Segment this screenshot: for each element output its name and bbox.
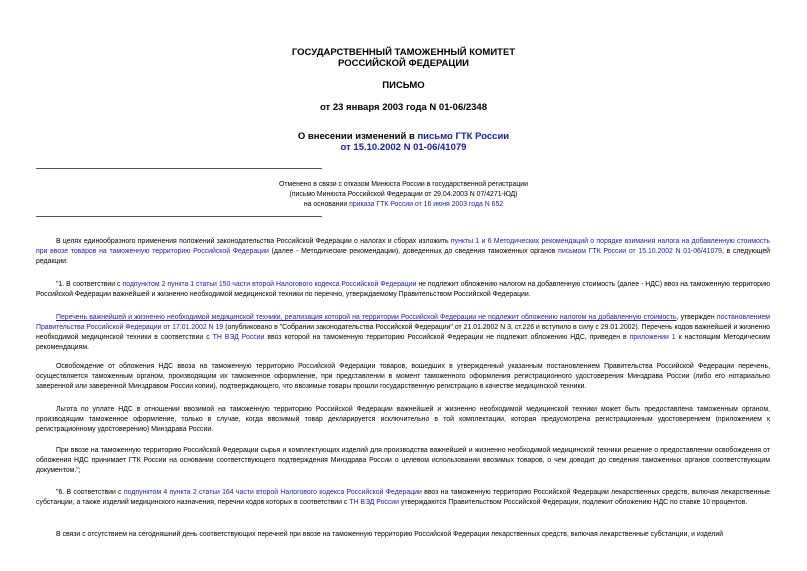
link-government-resolution[interactable]: постановлением Правительства Российской Федерации от 17.01.2002 N 19	[36, 314, 770, 331]
status-note-prefix: на основании	[303, 201, 350, 208]
paragraph-intro	[36, 237, 770, 267]
issuer-name	[0, 47, 807, 69]
text-run: Льгота по уплате НДС в отношении ввозимой на таможенную территорию Российской Федерации важнейшей и жизненно необходимой медицинской техники может быть предоставлена таможенным органом, производящим таможенное оформление, только в случае, когда ввозимый товар декларируется исключительно в той комплектации, которая предусмотрена регистрационным удостоверением (приложением к регистрационному удостоверению) Минздрава России.	[36, 406, 770, 433]
paragraph-benefit	[36, 405, 770, 435]
subject-link-letter[interactable]: письмо ГТК России	[417, 131, 510, 142]
text-run: ввоз которой на таможенную территорию Российской Федерации не подлежит обложению НДС, приведен в	[264, 334, 630, 341]
subject-link-date[interactable]: от 15.10.2002 N 01-06/41079	[340, 142, 467, 153]
text-run: ввоз на таможенную территорию Российской Федерации лекарственных средств, включая лекарственные субстанции, а также изделий медицинского назначения, перечни кодов которых в соответствии с	[36, 489, 770, 506]
paragraph-item-1	[36, 280, 770, 300]
text-run: к настоящим Методическим рекомендациям.	[36, 334, 770, 351]
document-date-number: от 23 января 2003 года N 01-06/2348	[319, 102, 487, 113]
text-run: В связи с отсутствием на сегодняшний день соответствующих перечней при ввозе на таможенную территорию Российской Федерации лекарственных средств, включая лекарственные субстанции, и изделий	[56, 531, 724, 538]
paragraph-item-6	[36, 488, 770, 508]
link-tn-ved-2[interactable]: ТН ВЭД России	[349, 499, 399, 506]
link-gtk-letter[interactable]: письмом ГТК России от 15.10.2002 N 01-06/41079	[558, 248, 722, 255]
text-run: утверждаются Правительством Российской Федерации, подлежит обложению НДС по ставке 10 процентов.	[399, 499, 748, 506]
text-run: Освобождение от обложения НДС ввоза на таможенную территорию Российской Федерации товаров, вошедших в утвержденный указанным постановлением Правительства Российской Федерации перечень, осуществляется таможенным органом, производящим их таможенное оформление, при представлении в момент таможенного оформления регистрационного удостоверения Минздрава России (либо его нотариально заверенной или заверенной Минздравом России копии), подтверждающего, что ввозимые товары прошли государственную регистрацию в качестве медицинской техники.	[36, 363, 770, 390]
text-run: , в следующей редакции:	[36, 248, 771, 265]
divider-bottom	[36, 216, 322, 217]
document-subject	[0, 131, 807, 153]
subject-prefix: О внесении изменений в	[297, 131, 418, 142]
issuer-line-2: РОССИЙСКОЙ ФЕДЕРАЦИИ	[337, 58, 469, 69]
paragraph-absence	[36, 530, 770, 540]
paragraph-raw-materials	[36, 446, 770, 476]
text-run: не подлежит обложению налогом на добавленную стоимость (далее - НДС) ввоз на таможенную территорию Российской Федерации важнейшей и жизненно необходимой медицинской техники по перечню, утверждаемому Правительством Российской Федерации.	[36, 281, 770, 298]
status-note-line-1: Отменено в связи с отказом Минюста России в государственной регистрации	[279, 181, 528, 188]
status-note-line-2: (письмо Минюста Российской Федерации от 29.04.2003 N 07/4271-ЮД)	[289, 191, 518, 198]
paragraph-equipment-list	[36, 313, 770, 353]
link-tax-code-art-164[interactable]: подпунктом 4 пункта 2 статьи 164 части второй Налогового кодекса Российской Федерации	[123, 489, 422, 496]
issuer-line-1: ГОСУДАРСТВЕННЫЙ ТАМОЖЕННЫЙ КОМИТЕТ	[291, 47, 516, 58]
text-run: "1. В соответствии с	[56, 281, 123, 288]
link-methodical-recommendations[interactable]: пункты 1 и 6 Методических рекомендаций о порядке взимания налога на добавленную стоимость при ввозе товаров на таможенную территорию Российской Федерации	[36, 238, 770, 255]
status-note	[0, 180, 807, 210]
link-tax-code-art-150[interactable]: подпунктом 2 пункта 1 статьи 150 части второй Налогового кодекса Российской Федерации	[122, 281, 417, 288]
text-run: "6. В соответствии с	[56, 489, 124, 496]
text-run: , утвержден	[676, 314, 717, 321]
divider-top	[36, 168, 322, 169]
document-type: ПИСЬМО	[382, 80, 425, 91]
link-equipment-list[interactable]: Перечень важнейшей и жизненно необходимой медицинской техники, реализация которой на территории Российской Федерации не подлежит обложению налогом на добавленную стоимость	[56, 314, 677, 321]
paragraph-exemption	[36, 362, 770, 392]
link-tn-ved[interactable]: ТН ВЭД России	[212, 334, 265, 341]
link-appendix-1[interactable]: приложении 1	[629, 334, 676, 341]
text-run: (опубликовано в "Собрании законодательства Российской Федерации" от 21.01.2002 N 3, ст.226 и вступило в силу с 29.01.2002). Перечень кодов важнейшей и жизненно необходимой медицинской техники в соответствии с	[36, 324, 770, 341]
text-run: (далее - Методические рекомендации), доведенных до сведения таможенных органов	[268, 248, 559, 255]
status-note-order-link[interactable]: приказа ГТК России от 16 июня 2003 года N 652	[349, 201, 504, 208]
text-run: В целях единообразного применения положений законодательства Российской Федерации о налогах и сборах изложить	[56, 238, 451, 245]
text-run: При ввозе на таможенную территорию Российской Федерации сырья и комплектующих изделий для производства важнейшей и жизненно необходимой медицинской техники решение о предоставлении освобождения от обложения НДС принимает ГТК России на основании соответствующего подтверждения Минздрава России о целевом использовании ввозимых товаров, о чем доводит до сведения таможенных органов соответствующим документом.";	[36, 447, 770, 474]
